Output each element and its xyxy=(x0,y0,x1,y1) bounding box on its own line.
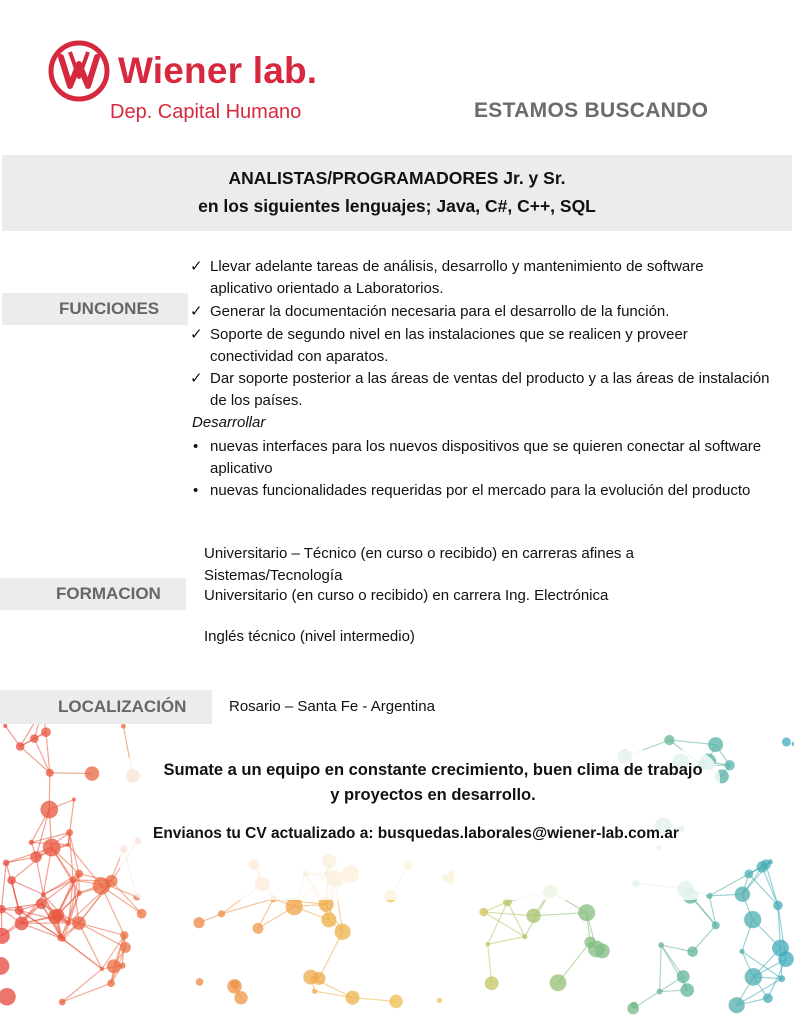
network-node xyxy=(48,910,62,924)
network-node xyxy=(29,840,34,845)
section-label-formacion xyxy=(0,578,186,610)
network-node xyxy=(303,970,318,985)
desarrollar-text: nuevas interfaces para los nuevos dispositivos que se quieren conectar al software aplicativo xyxy=(210,438,762,477)
network-node xyxy=(107,979,115,987)
network-node xyxy=(70,876,77,883)
network-node xyxy=(677,970,690,983)
network-node xyxy=(137,909,147,919)
formacion-line: Universitario (en curso o recibido) en carrera Ing. Electrónica xyxy=(204,587,609,604)
network-node xyxy=(437,998,442,1003)
network-node xyxy=(345,991,359,1005)
network-node xyxy=(768,859,773,864)
checkmark-icon: ✓ xyxy=(190,370,203,387)
network-node xyxy=(76,890,82,896)
network-node xyxy=(100,967,104,971)
funcion-item xyxy=(190,368,770,412)
network-node xyxy=(36,898,47,909)
network-node xyxy=(66,920,72,926)
network-link xyxy=(488,902,508,944)
network-node xyxy=(578,904,595,921)
funcion-text: Dar soporte posterior a las áreas de ventas del producto y a las áreas de instalación de los países. xyxy=(210,370,770,409)
network-link xyxy=(1,863,6,909)
bullet-icon: • xyxy=(193,438,199,455)
network-node xyxy=(312,989,317,994)
network-link xyxy=(660,945,662,991)
funcion-text: Generar la documentación necesaria para el desarrollo de la función. xyxy=(210,303,670,320)
network-link xyxy=(762,867,778,905)
network-node xyxy=(631,1002,638,1009)
network-node xyxy=(41,892,46,897)
network-node xyxy=(218,910,225,917)
network-node xyxy=(253,923,264,934)
network-node xyxy=(744,869,753,878)
network-link xyxy=(22,923,69,924)
network-node xyxy=(485,976,499,990)
network-node xyxy=(773,901,783,911)
network-node xyxy=(107,959,121,973)
network-node xyxy=(30,734,39,743)
network-node xyxy=(7,876,16,885)
network-link xyxy=(62,969,102,1002)
network-node xyxy=(772,940,789,957)
network-node xyxy=(687,946,698,957)
network-node xyxy=(15,917,29,931)
network-node xyxy=(763,993,773,1003)
formacion-line: Inglés técnico (nivel intermedio) xyxy=(204,628,415,645)
network-node xyxy=(0,988,16,1006)
funcion-item xyxy=(190,301,770,323)
network-node xyxy=(550,974,567,991)
brand-subtitle: Dep. Capital Humano xyxy=(110,101,302,123)
funcion-text: Soporte de segundo nivel en las instalaciones que se realicen y proveer conectividad con aparatos. xyxy=(210,326,688,365)
section-label-funciones xyxy=(2,293,188,325)
network-node xyxy=(120,931,128,939)
network-link xyxy=(63,939,102,969)
bullet-icon: • xyxy=(193,482,199,499)
localizacion-value: Rosario – Santa Fe - Argentina xyxy=(229,698,435,715)
network-node xyxy=(75,870,83,878)
estamos-buscando-heading: ESTAMOS BUSCANDO xyxy=(474,99,709,122)
network-link xyxy=(79,923,102,969)
network-node xyxy=(389,995,402,1008)
desarrollar-subheading: Desarrollar xyxy=(192,414,266,431)
network-link xyxy=(484,912,534,916)
network-node xyxy=(657,989,663,995)
network-node xyxy=(30,851,41,862)
funciones-label-text: FUNCIONES xyxy=(59,299,160,318)
network-node xyxy=(739,949,744,954)
network-node xyxy=(15,906,24,915)
network-node xyxy=(595,944,610,959)
funcion-item xyxy=(190,256,770,300)
network-node xyxy=(286,898,303,915)
checkmark-icon: ✓ xyxy=(190,258,203,275)
network-node xyxy=(479,908,488,917)
network-link xyxy=(222,899,274,914)
network-node xyxy=(708,737,723,752)
brand-name: Wiener lab. xyxy=(118,50,318,91)
wiener-lab-logo-icon xyxy=(48,40,110,102)
cta-line-1: Sumate a un equipo en constante crecimiento, buen clima de trabajo xyxy=(163,761,703,779)
desarrollar-item xyxy=(190,480,770,502)
desarrollar-text: nuevas funcionalidades requeridas por el mercado para la evolución del producto xyxy=(210,482,751,499)
network-link xyxy=(62,983,111,1002)
funcion-item xyxy=(190,324,770,368)
network-node xyxy=(16,742,25,751)
network-node xyxy=(658,942,664,948)
network-node xyxy=(321,912,336,927)
checkmark-icon: ✓ xyxy=(190,326,203,343)
network-link xyxy=(79,923,124,935)
network-node xyxy=(778,975,785,982)
network-node xyxy=(105,875,117,887)
network-node xyxy=(744,911,761,928)
position-languages: en los siguientes lenguajes; Java, C#, C++, SQL xyxy=(198,196,596,216)
network-node xyxy=(335,924,351,940)
network-node xyxy=(193,917,204,928)
network-node xyxy=(61,937,66,942)
network-link xyxy=(36,857,43,895)
network-node xyxy=(712,921,720,929)
network-node xyxy=(745,968,763,986)
formacion-label-text: FORMACION xyxy=(56,584,161,603)
network-node xyxy=(680,983,694,997)
network-node xyxy=(735,887,750,902)
network-node xyxy=(41,727,51,737)
network-node xyxy=(66,843,70,847)
network-link xyxy=(661,945,687,990)
network-node xyxy=(121,724,126,729)
position-banner xyxy=(2,155,792,231)
network-node xyxy=(526,909,540,923)
funcion-text: Llevar adelante tareas de análisis, desarrollo y mantenimiento de software aplicativo orientado a Laboratorios. xyxy=(210,258,704,297)
network-node xyxy=(485,942,490,947)
network-node xyxy=(757,861,768,872)
cta-line-2: y proyectos en desarrollo. xyxy=(330,786,536,804)
network-node xyxy=(522,934,527,939)
desarrollar-item xyxy=(190,436,770,480)
section-label-localizacion xyxy=(0,690,212,724)
network-node xyxy=(59,999,66,1006)
network-node xyxy=(227,979,242,994)
network-node xyxy=(729,997,745,1013)
network-node xyxy=(196,978,204,986)
network-node xyxy=(0,957,9,975)
network-link xyxy=(488,937,525,945)
network-node xyxy=(66,829,73,836)
network-background-graphic xyxy=(0,700,794,1016)
network-node xyxy=(43,839,61,857)
network-node xyxy=(3,860,10,867)
network-node xyxy=(72,916,86,930)
localizacion-label-text: LOCALIZACIÓN xyxy=(58,697,187,716)
network-node xyxy=(3,724,7,728)
network-node xyxy=(120,942,131,953)
network-node xyxy=(782,737,791,746)
checkmark-icon: ✓ xyxy=(190,303,203,320)
formacion-line: Universitario – Técnico (en curso o recibido) en carreras afines a Sistemas/Tecnología xyxy=(204,545,634,584)
cv-email-line: Envianos tu CV actualizado a: busquedas.laborales@wiener-lab.com.ar xyxy=(153,825,679,842)
network-node xyxy=(664,735,674,745)
position-title: ANALISTAS/PROGRAMADORES Jr. y Sr. xyxy=(228,168,566,188)
network-link xyxy=(12,880,44,894)
